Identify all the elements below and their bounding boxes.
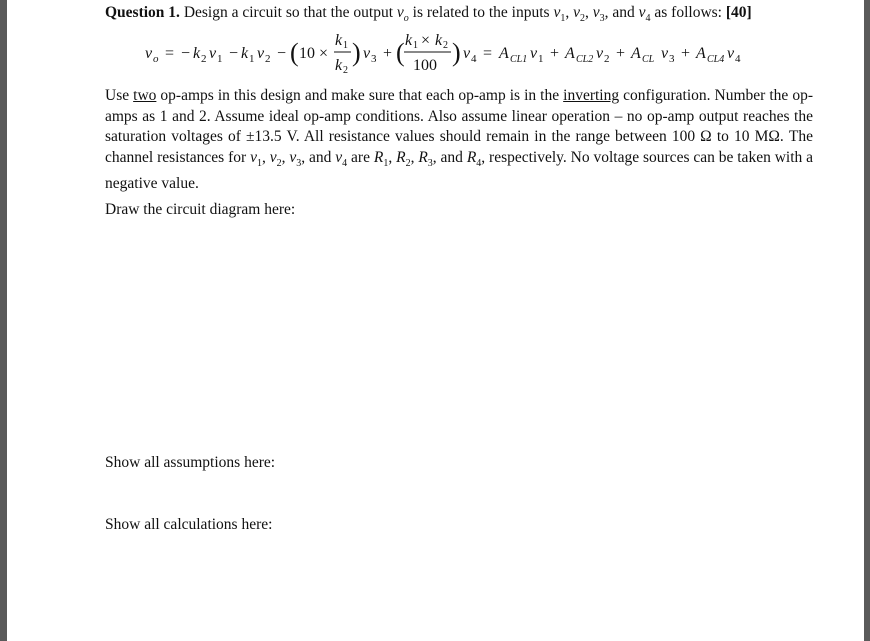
instr-text-6: , and	[432, 148, 467, 166]
svg-text:k: k	[335, 57, 343, 74]
calculations-prompt: Show all calculations here:	[105, 516, 273, 533]
question-intro-c: , and	[604, 4, 639, 21]
svg-text:CL2: CL2	[576, 54, 594, 65]
svg-text:k: k	[241, 45, 249, 62]
svg-text:CL1: CL1	[510, 54, 528, 65]
svg-text:k: k	[335, 32, 343, 49]
svg-text:2: 2	[343, 65, 348, 74]
question-intro-b: is related to the inputs	[408, 4, 554, 21]
svg-text:1: 1	[413, 40, 418, 51]
svg-text:A: A	[631, 45, 641, 62]
svg-text:100: 100	[413, 57, 437, 74]
svg-text:A: A	[565, 45, 575, 62]
svg-text:CL4: CL4	[707, 54, 725, 65]
svg-text:−: −	[181, 45, 191, 62]
svg-text:k: k	[193, 45, 201, 62]
question-label: Question 1.	[105, 4, 180, 21]
instr-text-3: configuration. Number the op-amps as 1 and 2. Assume ideal op-amp conditions. Also assume linear operation – no op-amp output reaches the saturation voltages of ±13.5 V. All resistance values should remain in the range between 100 Ω to 10 MΩ. The channel resistances for	[105, 87, 813, 166]
svg-text:4: 4	[735, 53, 741, 65]
svg-text:v: v	[145, 45, 153, 62]
instr-text-7: , respectively. No voltage sources can be taken with a negative value.	[105, 148, 814, 193]
svg-text:v: v	[596, 45, 604, 62]
svg-text:): )	[452, 38, 461, 67]
svg-text:2: 2	[265, 53, 271, 65]
svg-text:v: v	[530, 45, 538, 62]
question-heading: Question 1. Design a circuit so that the output $v_o$ is related to the inputs $v_1$, $v_2$, $v_3$, and $v_4$ as follows: [40]	[105, 4, 752, 25]
svg-text:(: (	[396, 38, 405, 67]
equation-svg	[105, 30, 817, 74]
svg-text:v: v	[661, 45, 669, 62]
svg-text:+: +	[616, 45, 626, 62]
svg-text:×: ×	[421, 32, 431, 49]
underlined-two: two	[133, 87, 157, 104]
svg-text:+: +	[681, 45, 691, 62]
assumptions-prompt: Show all assumptions here:	[105, 454, 276, 471]
svg-text:1: 1	[538, 53, 544, 65]
svg-text:): )	[352, 38, 361, 67]
svg-text:v: v	[463, 45, 471, 62]
instr-text-5: are	[347, 148, 374, 166]
instr-text-4: , and	[301, 148, 336, 166]
svg-text:4: 4	[471, 53, 477, 65]
viewer-left-border	[0, 0, 7, 641]
svg-text:k: k	[405, 32, 413, 49]
question-intro-a: Design a circuit so that the output	[183, 4, 397, 21]
svg-text:2: 2	[443, 40, 448, 51]
svg-text:=: =	[483, 45, 493, 62]
question-intro-d: as follows:	[650, 4, 726, 21]
svg-text:v: v	[209, 45, 217, 62]
svg-text:v: v	[257, 45, 265, 62]
svg-text:2: 2	[201, 53, 207, 65]
svg-text:k: k	[435, 32, 443, 49]
underlined-inverting: inverting	[563, 87, 620, 104]
svg-text:A: A	[696, 45, 706, 62]
svg-text:10 ×: 10 ×	[299, 45, 329, 62]
svg-text:(: (	[290, 38, 299, 67]
svg-text:2: 2	[604, 53, 610, 65]
instr-text-1: Use	[105, 87, 134, 104]
svg-text:−: −	[229, 45, 239, 62]
svg-text:=: =	[165, 45, 175, 62]
svg-text:+: +	[550, 45, 560, 62]
draw-circuit-prompt: Draw the circuit diagram here:	[105, 201, 296, 218]
question-marks: [40]	[725, 4, 752, 21]
svg-text:1: 1	[249, 53, 255, 65]
instr-text-2: op-amps in this design and make sure that each op-amp is in the	[156, 87, 564, 104]
svg-text:v: v	[363, 45, 371, 62]
svg-text:A: A	[499, 45, 509, 62]
transfer-equation	[105, 30, 817, 74]
svg-text:1: 1	[343, 40, 348, 51]
viewer-right-border	[864, 0, 870, 641]
instructions-paragraph: Use two op-amps in this design and make sure that each op-amp is in the inverting configuration. Number the op-amps as 1 and 2. Assume ideal op-amp conditions. Also assume linear operation – no op-amp output reaches the saturation voltages of ±13.5 V. All resistance values should remain in the range between 100 Ω to 10 MΩ. The channel resistances for $v_1$, $v_2$, $v_3$, and $v_4$ are $R_1$, $R_2$, $R_3$, and $R_4$, respectively. No voltage sources can be taken with a negative value.	[105, 87, 814, 193]
svg-text:3: 3	[371, 53, 377, 65]
svg-text:+: +	[383, 45, 393, 62]
svg-text:o: o	[153, 53, 159, 65]
svg-text:v: v	[727, 45, 735, 62]
svg-text:1: 1	[217, 53, 223, 65]
svg-text:CL: CL	[642, 54, 655, 65]
svg-text:3: 3	[669, 53, 675, 65]
svg-text:−: −	[277, 45, 287, 62]
